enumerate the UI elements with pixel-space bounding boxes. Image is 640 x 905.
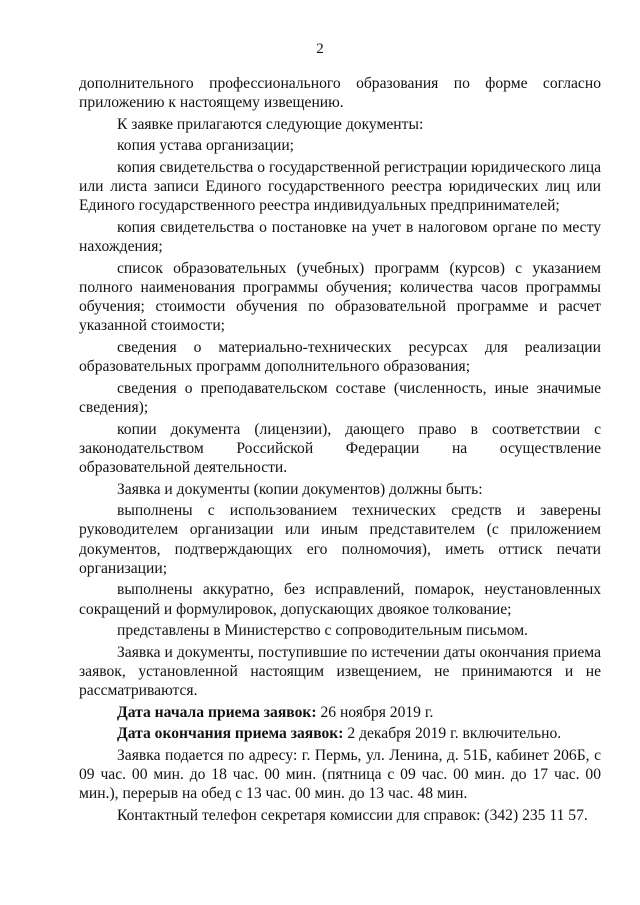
paragraph: выполнены с использованием технических средств и заверены руководителем организации или иным представителем (с приложением документов, подтверждающих его полномочия), иметь оттиск печати организации; [79,502,601,577]
paragraph: дополнительного профессионального образования по форме согласно приложению к настоящему извещению. [79,75,601,112]
end-date-label: Дата окончания приема заявок: [117,725,344,743]
end-date-value: 2 декабря 2019 г. включительно. [343,725,562,743]
paragraph: копия свидетельства о постановке на учет в налоговом органе по месту нахождения; [79,218,601,256]
paragraph: сведения о материально-технических ресурсах для реализации образовательных программ дополнительного образования; [79,338,601,376]
paragraph: сведения о преподавательском составе (численность, иные значимые сведения); [79,379,601,416]
body-text [79,74,601,828]
address-paragraph: Заявка подается по адресу: г. Пермь, ул. Ленина, д. 51Б, кабинет 206Б, с 09 час. 00 мин. до 18 час. 00 мин. (пятница с 09 час. 00 мин. до 17 час. 00 мин.), перерыв на обед с 13 час. 00 мин. до 13 час. 48 мин. [79,746,601,803]
paragraph: К заявке прилагаются следующие документы: [117,115,424,133]
end-date-line [79,724,601,743]
start-date-label: Дата начала приема заявок: [117,703,317,721]
paragraph: копия устава организации; [117,137,295,155]
paragraph: выполнены аккуратно, без исправлений, помарок, неустановленных сокращений и формулировок, допускающих двоякое толкование; [79,581,601,618]
paragraph: копии документа (лицензии), дающего право в соответствии с законодательством Российской Федерации на осуществление образовательной деятельности. [79,420,601,476]
start-date-value: 26 ноября 2019 г. [316,703,434,721]
start-date-line [79,703,601,722]
paragraph: список образовательных (учебных) программ (курсов) с указанием полного наименования программы обучения; количества часов программы обучения; стоимости обучения по образовательной программе и расчет указанной стоимости; [79,259,601,335]
phone-paragraph: Контактный телефон секретаря комиссии для справок: (342) 235 11 57. [117,806,588,824]
paragraph: Заявка и документы, поступившие по истечении даты окончания приема заявок, установленной настоящим извещением, не принимаются и не рассматриваются. [79,643,601,700]
page-number: 2 [316,41,324,57]
paragraph: копия свидетельства о государственной регистрации юридического лица или листа записи Единого государственного реестра юридических лиц или Единого государственного реестра индивидуальных предпринимателей; [79,158,601,215]
paragraph: Заявка и документы (копии документов) должны быть: [117,480,483,498]
paragraph: представлены в Министерство с сопроводительным письмом. [117,622,528,640]
